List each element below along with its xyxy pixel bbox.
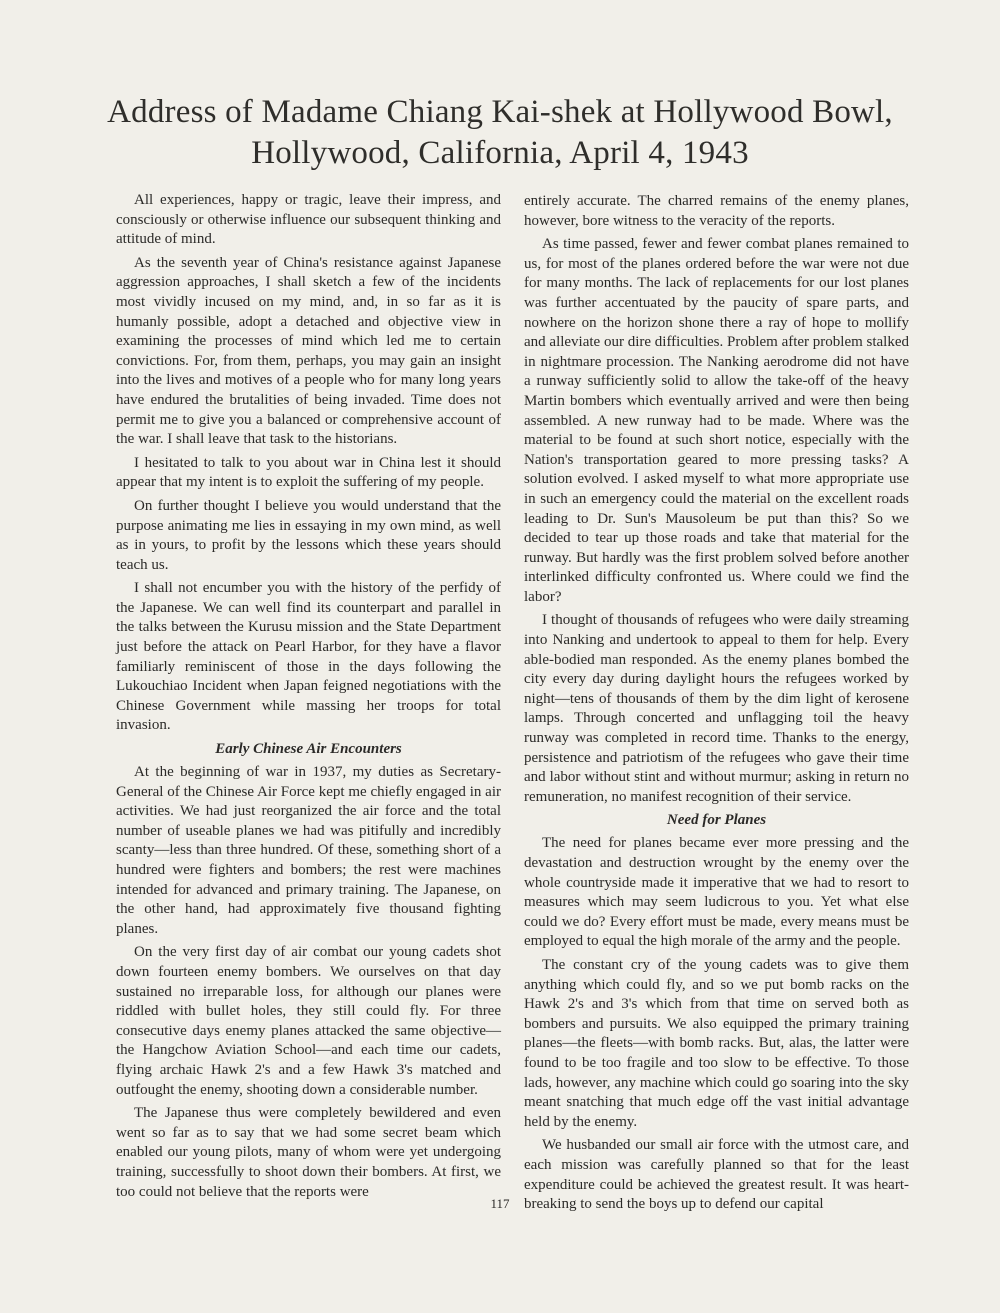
left-column [116, 191, 501, 1206]
paragraph: I thought of thousands of refugees who were daily streaming into Nanking and undertook to appeal to them for help. Every able-bodied man responded. As the enemy planes bombed the city every day during daylight hours the refugees worked by night—tens of thousands of them by the dim light of kerosene lamps. Through concerted and unflagging toil the heavy runway was completed in record time. Thanks to the energy, persistence and patriotism of the refugees who gave their time and labor without stint and without murmur; asking in return no remuneration, no manifest recognition of their service. [524, 612, 909, 805]
paragraph: As the seventh year of China's resistance against Japanese aggression approaches, I shall sketch a few of the incidents most vividly incused on my mind, and, in so far as it is humanly possible, adopt a detached and objective view in examining the processes of mind which led me to certain convictions. For, from them, perhaps, you may gain an insight into the lives and motives of a people who for many long years have endured the brutalities of being invaded. Time does not permit me to give you a balanced or comprehensive account of the war. I shall leave that task to the historians. [116, 254, 501, 448]
title-line-2: Hollywood, California, April 4, 1943 [251, 135, 749, 171]
paragraph: I shall not encumber you with the history of the perfidy of the Japanese. We can well find its counterpart and parallel in the talks between the Kurusu mission and the State Department just before the attack on Pearl Harbor, for they have a flavor familiarly reminiscent of those in the days following the Lukouchiao Incident when Japan feigned negotiations with the Chinese Government while massing her troops for total invasion. [116, 580, 501, 734]
right-column [524, 192, 909, 1219]
paragraph: The Japanese thus were completely bewildered and even went so far as to say that we had some secret beam which enabled our young pilots, many of whom were yet undergoing training, successfully to shoot down their bombers. At first, we too could not believe that the reports were [116, 1105, 501, 1200]
paragraph: We husbanded our small air force with the utmost care, and each mission was carefully planned so that for the least expenditure could be achieved the greatest result. It was heart-breaking to send the boys up to defend our capital [524, 1137, 909, 1213]
paragraph: All experiences, happy or tragic, leave their impress, and consciously or otherwise influence our subsequent thinking and attitude of mind. [116, 192, 501, 248]
paragraph: I hesitated to talk to you about war in China lest it should appear that my intent is to exploit the suffering of my people. [116, 454, 501, 491]
paragraph: On the very first day of air combat our young cadets shot down fourteen enemy bombers. We ourselves on that day sustained no irreparable loss, for although our planes were riddled with bullet holes, they still could fly. For three consecutive days enemy planes attacked the same objective—the Hangchow Aviation School—and each time our cadets, flying archaic Hawk 2's and a few Hawk 3's matched and outfought the enemy, shooting down a considerable number. [116, 944, 501, 1098]
paragraph: The constant cry of the young cadets was to give them anything which could fly, and so we put bomb racks on the Hawk 2's and 3's which from that time on served both as bombers and pursuits. We also equipped the primary training planes—the fleets—with bomb racks. But, alas, the latter were found to be too fragile and too slow to be effective. To those lads, however, any machine which could go soaring into the sky meant snatching that much edge off the vast initial advantage held by the enemy. [524, 956, 909, 1130]
page-title [60, 92, 940, 174]
section-heading: Need for Planes [666, 812, 767, 829]
title-line-1: Address of Madame Chiang Kai-shek at Hollywood Bowl, [107, 94, 893, 130]
paragraph: At the beginning of war in 1937, my duties as Secretary-General of the Chinese Air Force kept me chiefly engaged in air activities. We had just reorganized the air force and the total number of useable planes we had was pitifully and incredibly scanty—less than three hundred. Of these, something short of a hundred were fighters and bombers; the rest were machines intended for advanced and primary training. The Japanese, on the other hand, had approximately five thousand fighting planes. [116, 764, 501, 937]
paragraph: entirely accurate. The charred remains of the enemy planes, however, bore witness to the veracity of the reports. [524, 193, 909, 229]
section-heading: Early Chinese Air Encounters [215, 741, 402, 758]
page-number: 117 [490, 1196, 510, 1211]
paragraph: The need for planes became ever more pressing and the devastation and destruction wrought by the enemy over the whole countryside made it imperative that we had to resort to measures which may seem ludicrous to you. Yet what else could we do? Every effort must be made, every means must be employed to equal the high morale of the army and the people. [524, 835, 909, 950]
paragraph: As time passed, fewer and fewer combat planes remained to us, for most of the planes ordered before the war were not due for many months. The lack of replacements for our lost planes was further accentuated by the paucity of spare parts, and nowhere on the horizon shone there a ray of hope to mollify and alleviate our dire difficulties. Problem after problem stalked in nightmare procession. The Nanking aerodrome did not have a runway sufficiently solid to allow the take-off of the heavy Martin bombers which eventually arrived and were then being assembled. A new runway had to be made. Where was the material to be found at such short notice, especially with the Nation's transportation geared to more pressing tasks? A solution evolved. I asked myself to what more appropriate use in such an emergency could the material on the excellent roads leading to Dr. Sun's Mausoleum be put than this? So we decided to tear up those roads and take that material for the runway. But hardly was the first problem solved before another interlinked difficulty confronted us. Where could we find the labor? [524, 236, 910, 605]
paragraph: On further thought I believe you would understand that the purpose animating me lies in essaying in my own mind, as well as in yours, to profit by the lessons which these years should teach us. [116, 497, 501, 573]
